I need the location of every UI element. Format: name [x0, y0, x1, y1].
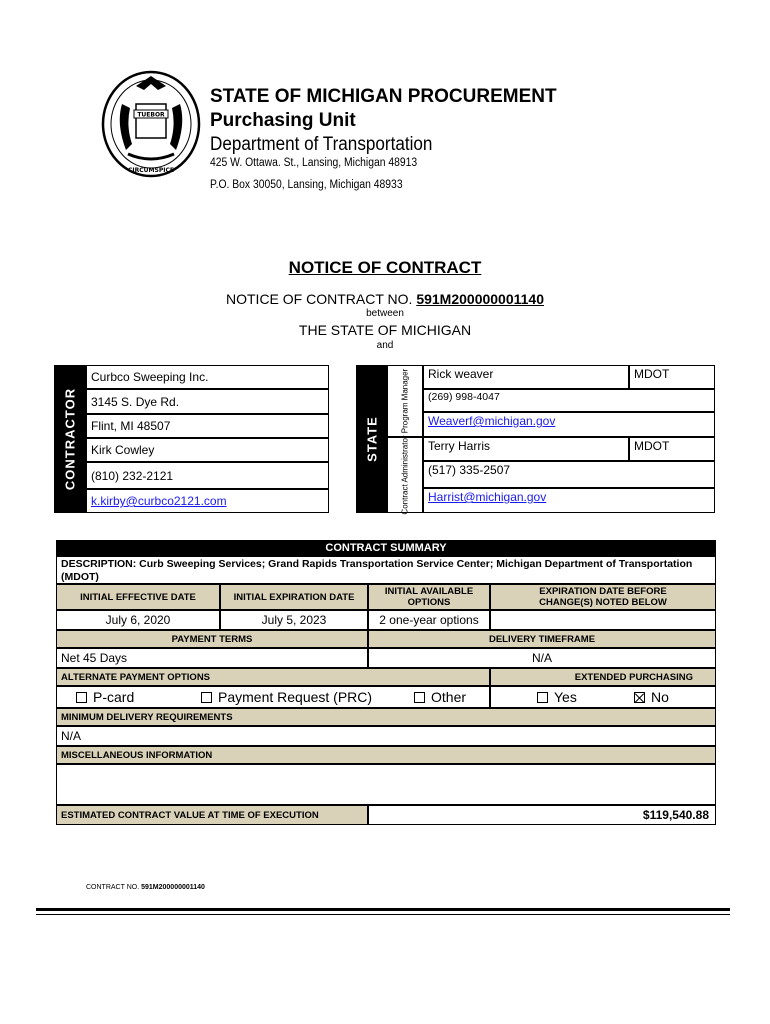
payment-terms: Net 45 Days [56, 648, 368, 668]
and-text: and [376, 340, 394, 351]
summary-description: DESCRIPTION: Curb Sweeping Services; Grand Rapids Transportation Service Center; Michigan Department of Transportation (MDOT) [56, 556, 716, 584]
col-initial-effective-date: INITIAL EFFECTIVE DATE [56, 584, 220, 610]
notice-title: NOTICE OF CONTRACT [288, 258, 482, 277]
option-no[interactable] [634, 688, 669, 706]
contractor-email[interactable] [86, 489, 329, 513]
initial-available-options: 2 one-year options [368, 610, 490, 630]
footer-rule-thin [36, 914, 730, 915]
program-manager-label: Program Manager [387, 365, 423, 437]
contractor-phone: (810) 232-2121 [86, 462, 329, 489]
contractor-street: 3145 S. Dye Rd. [86, 389, 329, 414]
miscellaneous-info [56, 764, 716, 805]
initial-effective-date: July 6, 2020 [56, 610, 220, 630]
alternate-payment-options-label: ALTERNATE PAYMENT OPTIONS [56, 668, 490, 686]
between-text: between [366, 308, 404, 319]
option-payment-request[interactable] [201, 688, 372, 706]
option-other[interactable] [414, 688, 466, 706]
other-checkbox[interactable] [414, 692, 425, 703]
address-line-2: P.O. Box 30050, Lansing, Michigan 48933 [210, 179, 403, 191]
procurement-title: STATE OF MICHIGAN PROCUREMENT [210, 86, 557, 107]
footer-contract-number: CONTRACT NO. 591M200000001140 [86, 884, 205, 891]
contractor-email-link[interactable]: k.kirby@curbco2121.com [91, 494, 227, 508]
pm-email[interactable] [423, 412, 715, 437]
option-pcard[interactable] [76, 688, 134, 706]
contractor-contact: Kirk Cowley [86, 438, 329, 462]
prc-checkbox[interactable] [201, 692, 212, 703]
footer-rule-thick [36, 908, 730, 911]
department-name: Department of Transportation [210, 134, 433, 155]
seal-banner-text: TUEBOR [137, 111, 165, 119]
ca-phone: (517) 335-2507 [423, 461, 715, 488]
extended-purchasing-label: EXTENDED PURCHASING [490, 668, 716, 686]
delivery-timeframe-label: DELIVERY TIMEFRAME [368, 630, 716, 648]
ca-name: Terry Harris [423, 437, 629, 461]
col-expiration-before-change: EXPIRATION DATE BEFORE CHANGE(S) NOTED BELOW [490, 584, 716, 610]
state-of-michigan: THE STATE OF MICHIGAN [298, 322, 472, 338]
pm-name: Rick weaver [423, 365, 629, 389]
col-initial-available-options: INITIAL AVAILABLE OPTIONS [368, 584, 490, 610]
contract-summary-heading: CONTRACT SUMMARY [56, 540, 716, 556]
ca-email-link[interactable]: Harrist@michigan.gov [428, 490, 547, 504]
purchasing-unit: Purchasing Unit [210, 110, 356, 131]
pcard-checkbox[interactable] [76, 692, 87, 703]
pm-agency: MDOT [629, 365, 715, 389]
contractor-name: Curbco Sweeping Inc. [86, 365, 329, 389]
delivery-timeframe: N/A [368, 648, 716, 668]
yes-checkbox[interactable] [537, 692, 548, 703]
address-line-1: 425 W. Ottawa. St., Lansing, Michigan 48913 [210, 157, 418, 169]
state-side-label: STATE [356, 365, 387, 513]
ca-agency: MDOT [629, 437, 715, 461]
estimated-value-label: ESTIMATED CONTRACT VALUE AT TIME OF EXECUTION [56, 805, 368, 825]
initial-expiration-date: July 5, 2023 [220, 610, 368, 630]
estimated-value: $119,540.88 [368, 805, 716, 825]
prc-label: Payment Request (PRC) [218, 689, 373, 705]
other-label: Other [431, 689, 467, 705]
seal-motto: CIRCUMSPICE [128, 167, 174, 174]
extended-purchasing-row [490, 686, 716, 708]
yes-label: Yes [554, 689, 577, 705]
col-initial-expiration-date: INITIAL EXPIRATION DATE [220, 584, 368, 610]
payment-terms-label: PAYMENT TERMS [56, 630, 368, 648]
notice-number: 591M200000001140 [416, 291, 544, 307]
no-checkbox-checked[interactable] [634, 692, 645, 703]
contractor-side-label: CONTRACTOR [54, 365, 86, 513]
pcard-label: P-card [93, 689, 135, 705]
option-yes[interactable] [537, 688, 577, 706]
michigan-seal-icon [98, 64, 204, 182]
ca-email[interactable] [423, 488, 715, 513]
pm-email-link[interactable]: Weaverf@michigan.gov [428, 414, 556, 428]
contract-administrator-label: Contract Administrator [387, 437, 423, 513]
pm-phone: (269) 998-4047 [423, 389, 715, 412]
minimum-delivery-label: MINIMUM DELIVERY REQUIREMENTS [56, 708, 716, 726]
no-label: No [651, 689, 669, 705]
notice-number-line [0, 291, 770, 307]
contractor-city: Flint, MI 48507 [86, 414, 329, 438]
expiration-before-change [490, 610, 716, 630]
miscellaneous-label: MISCELLANEOUS INFORMATION [56, 746, 716, 764]
minimum-delivery: N/A [56, 726, 716, 746]
notice-number-prefix: NOTICE OF CONTRACT NO. [226, 291, 413, 307]
